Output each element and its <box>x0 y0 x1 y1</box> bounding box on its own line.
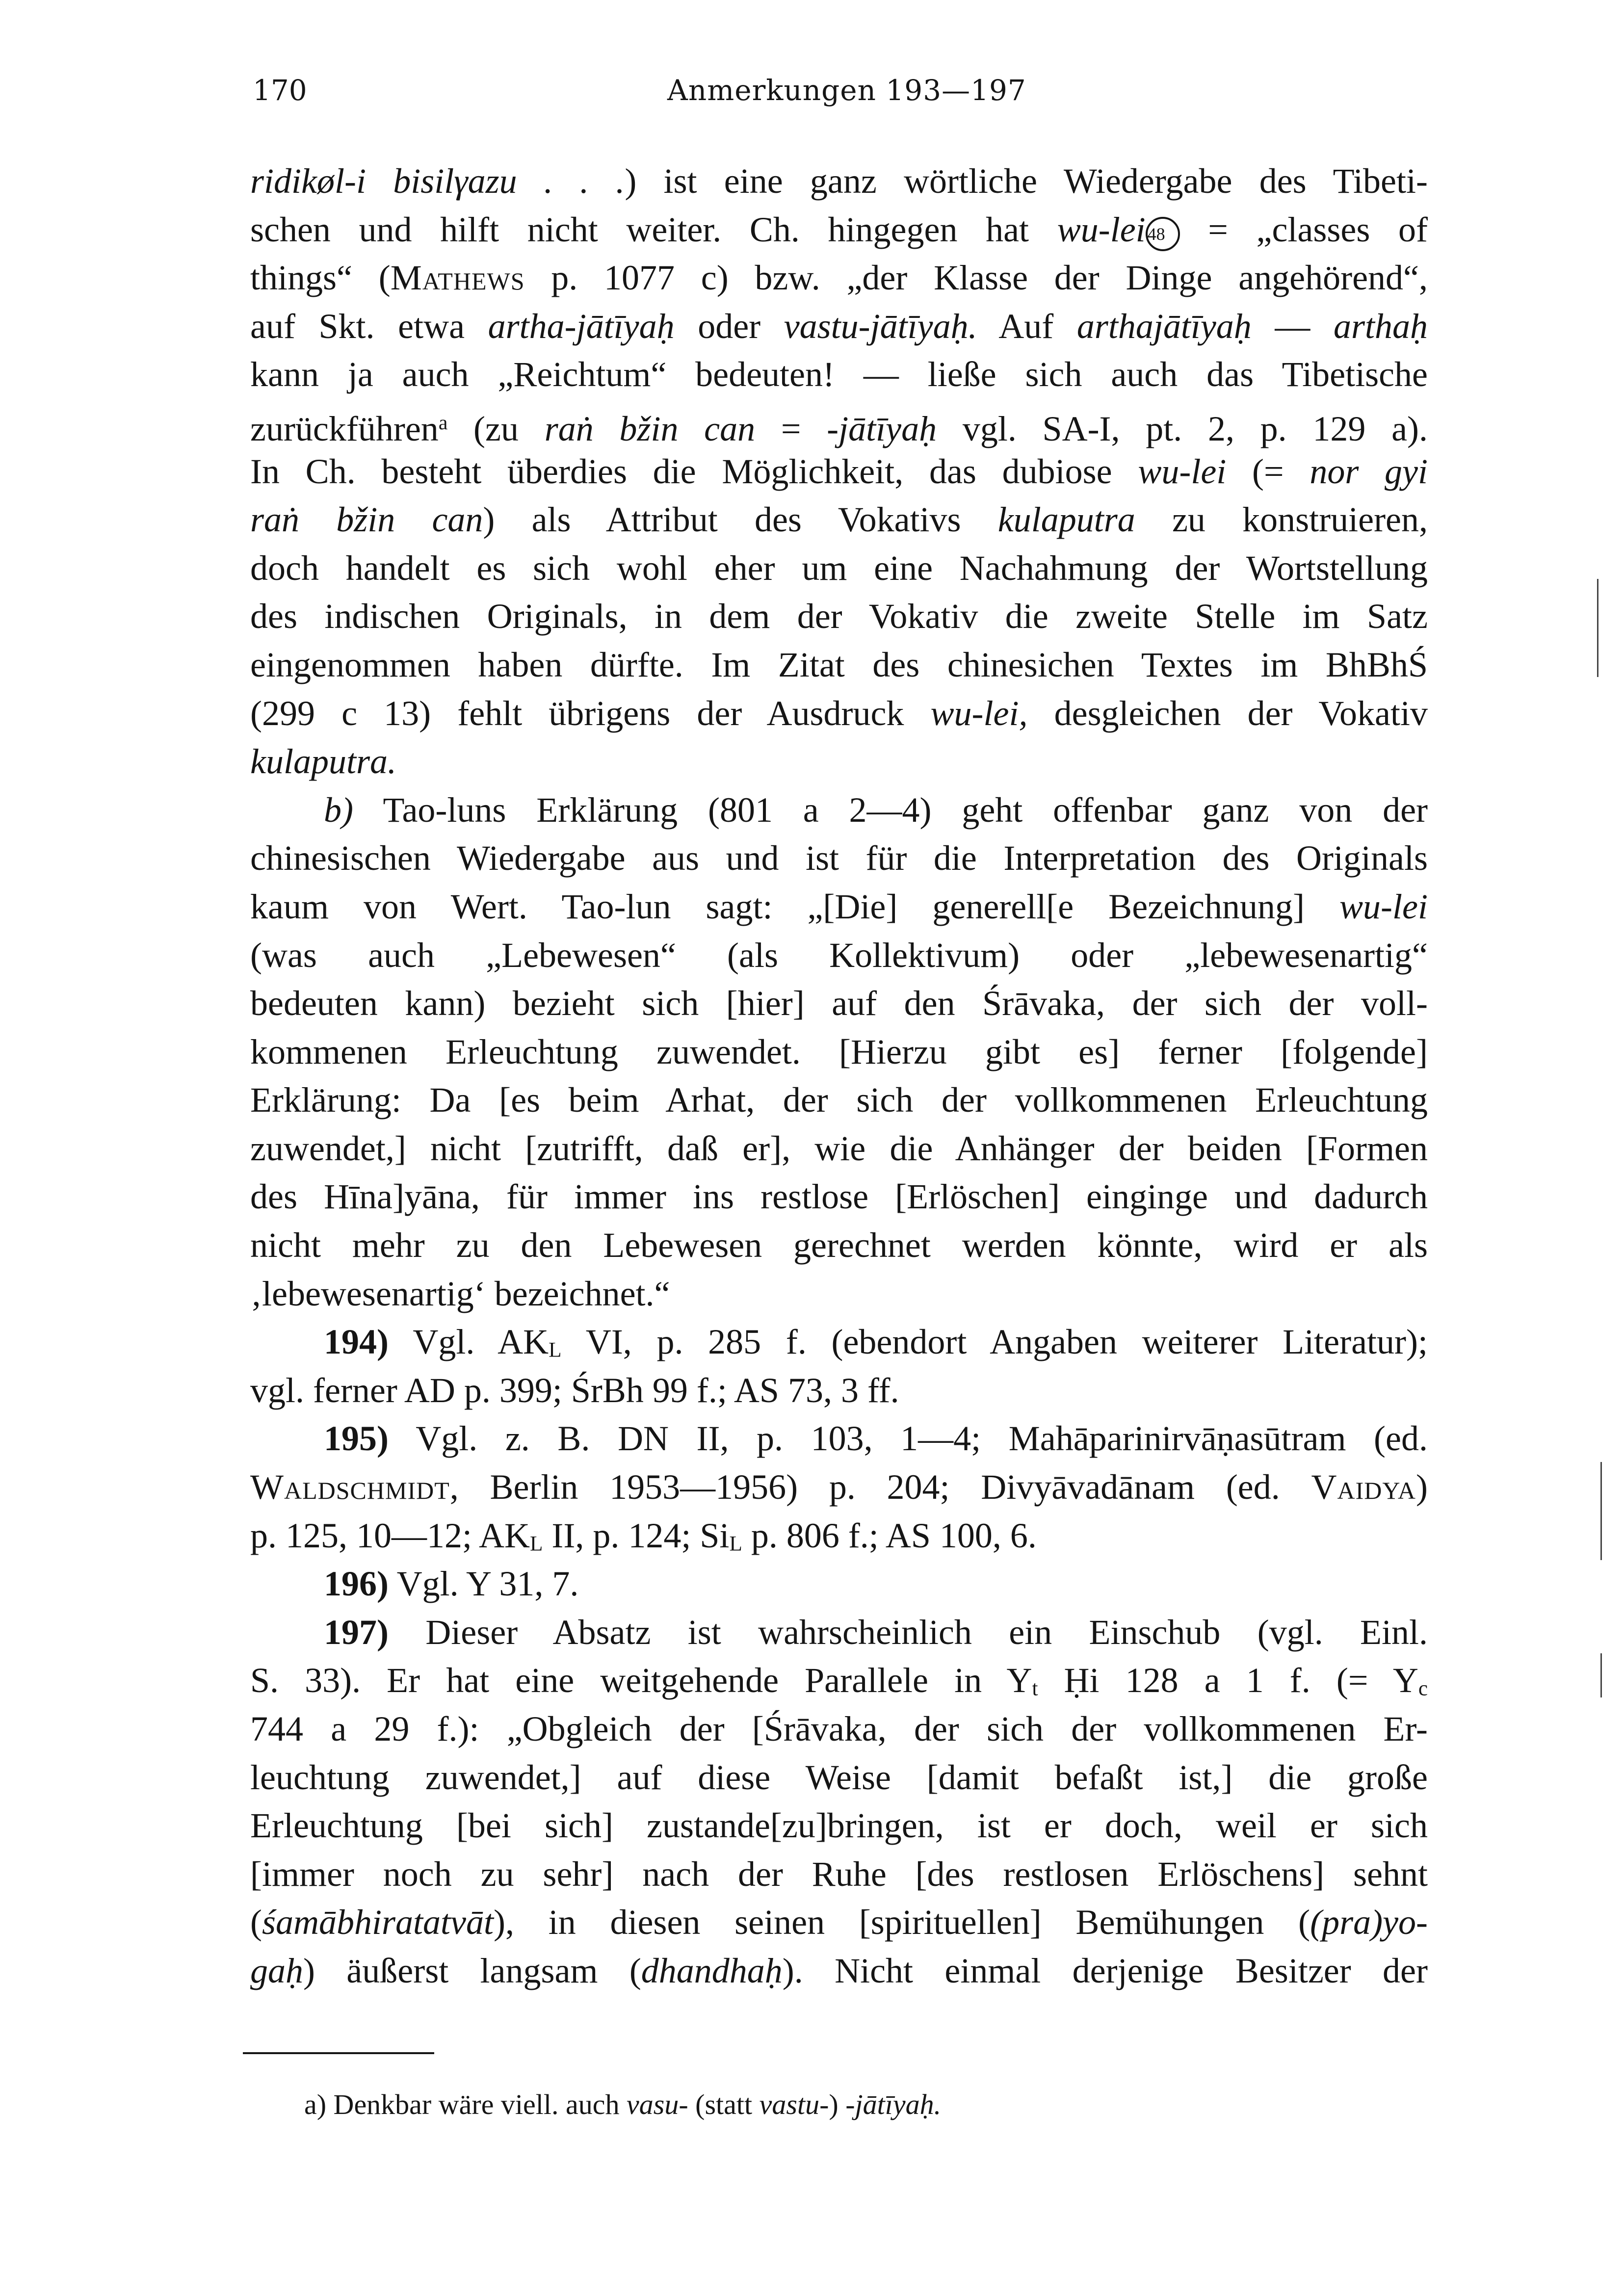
text-run: 48 <box>1146 217 1180 251</box>
text-run: kann ja auch „Reichtum“ bedeuten! — ließe sich auch das Tibetische <box>250 355 1428 394</box>
text-run: kulaputra <box>997 500 1135 540</box>
text-run: Waldschmidt <box>250 1467 450 1507</box>
text-run: zu konstruieren, <box>1135 500 1428 540</box>
text-line <box>250 931 1428 980</box>
text-run: arthaḥ <box>1333 306 1428 346</box>
footnote-rule <box>243 2052 434 2054</box>
text-run: kommenen Erleuchtung zuwendet. [Hierzu gibt es] ferner [folgende] <box>250 1032 1428 1071</box>
text-line <box>250 1463 1428 1512</box>
text-line <box>250 1221 1428 1270</box>
text-run: vastu-jātīyaḥ. <box>784 306 977 346</box>
text-line <box>250 350 1428 399</box>
text-line <box>250 1801 1428 1850</box>
text-run: Vaidya <box>1311 1467 1416 1507</box>
text-run: auf Skt. etwa <box>250 306 488 346</box>
text-run: 196) <box>324 1564 389 1604</box>
text-run: śamābhiratatvāt <box>262 1903 494 1942</box>
text-line <box>250 1318 1428 1366</box>
text-run: Auf <box>977 306 1077 346</box>
text-run: nor gyi <box>1310 451 1428 491</box>
text-run: = „classes of <box>1179 209 1428 249</box>
text-run: b) <box>324 790 353 830</box>
text-line <box>250 254 1428 302</box>
text-line <box>250 1124 1428 1173</box>
text-run: L <box>549 1338 562 1362</box>
text-run: ) oder „lebewesenartig“ <box>1008 935 1428 975</box>
text-run: [immer noch zu sehr] nach der Ruhe [des restlosen Erlöschens] sehnt <box>250 1854 1428 1894</box>
text-run: ‚lebewesenartig‘ bezeichnet.“ <box>250 1274 670 1313</box>
text-run: things“ ( <box>250 258 391 298</box>
text-run: des indischen Originals, in dem der Vokativ die zweite Stelle im Satz <box>250 597 1428 636</box>
text-run: II, p. 124; Si <box>543 1515 730 1555</box>
text-line <box>250 689 1428 738</box>
text-run: bedeuten kann) bezieht sich [hier] auf den Śrāvaka, der sich der voll- <box>250 984 1428 1023</box>
text-run: wu-lei <box>1339 887 1428 926</box>
text-run: leuchtung zuwendet,] auf diese Weise [damit befaßt ist,] die große <box>250 1757 1428 1797</box>
text-run: Ḥi 128 a 1 f. (= Y <box>1038 1661 1418 1700</box>
text-line <box>250 1656 1428 1705</box>
text-run: ) als Attribut des Vokativs <box>483 500 998 540</box>
text-line <box>250 786 1428 835</box>
text-run: ), in diesen seinen [spirituellen] Bemühungen ( <box>494 1903 1310 1942</box>
text-line <box>250 1705 1428 1753</box>
text-run: L <box>729 1532 742 1556</box>
text-run: desgleichen der Vokativ <box>1027 693 1428 733</box>
text-run: = <box>755 409 827 448</box>
text-run: (299 c 13) fehlt übrigens der Ausdruck <box>250 693 931 733</box>
text-run: 194) <box>324 1322 389 1362</box>
text-run: ) äußerst langsam ( <box>303 1951 641 1990</box>
margin-mark <box>1597 579 1598 677</box>
text-line <box>250 1076 1428 1124</box>
text-line <box>250 1850 1428 1899</box>
text-run: c <box>1418 1677 1428 1700</box>
text-line <box>250 1414 1428 1463</box>
text-line <box>250 834 1428 883</box>
text-run: Mathews <box>390 258 525 298</box>
text-run: ). Nicht einmal derjenige Besitzer der <box>782 1951 1428 1990</box>
text-line <box>250 592 1428 641</box>
text-run: raṅ bžin can <box>544 409 756 448</box>
text-line <box>250 883 1428 931</box>
text-run: VI, p. 285 f. (ebendort Angaben weiterer Literatur); <box>561 1322 1428 1362</box>
text-run: Vgl. z. B. DN II, p. 103, 1—4; Mahāparinirvāṇasūtram (ed. <box>388 1419 1428 1459</box>
text-line <box>250 737 1428 786</box>
text-line <box>250 1560 1428 1608</box>
text-run: p. 125, 10—12; AK <box>250 1515 530 1555</box>
text-run: 195) <box>324 1419 389 1459</box>
text-run: vastu- <box>759 2088 829 2120</box>
text-run: doch handelt es sich wohl eher um eine Nachahmung der Wortstellung <box>250 548 1428 588</box>
text-run: t <box>1032 1677 1038 1700</box>
text-run: nicht mehr zu den Lebewesen gerechnet werden könnte, wird er als <box>250 1226 1428 1265</box>
text-line <box>250 302 1428 351</box>
text-run: zurückführen <box>250 409 439 448</box>
text-line <box>250 1173 1428 1221</box>
text-run: S. 33). Er hat eine weitgehende Parallele in Y <box>250 1661 1032 1700</box>
text-run: als Kollektivum <box>739 935 1008 975</box>
text-run: (was auch „Lebewesen“ ( <box>250 935 739 975</box>
page-number: 170 <box>253 74 307 107</box>
page-header <box>245 74 1428 118</box>
text-run: kulaputra. <box>250 742 396 782</box>
text-run: wu-lei, <box>930 693 1028 733</box>
text-line <box>250 641 1428 689</box>
text-run: (statt <box>688 2088 760 2120</box>
text-line <box>250 399 1428 447</box>
text-run: eingenommen haben dürfte. Im Zitat des chinesichen Textes im BhBhŚ <box>250 645 1428 684</box>
text-line <box>250 544 1428 593</box>
text-run: schen und hilft nicht weiter. Ch. hingegen hat <box>250 209 1057 249</box>
text-run: 197) <box>324 1612 389 1652</box>
text-run: , Berlin 1953—1956) p. 204; Divyāvadānam (ed. <box>449 1467 1311 1507</box>
text-line <box>250 1608 1428 1657</box>
text-run: chinesischen Wiedergabe aus und ist für die Interpretation des Originals <box>250 838 1428 878</box>
margin-mark <box>1600 1462 1602 1560</box>
footnote <box>304 2085 941 2124</box>
text-run: p. 806 f.; AS 100, 6. <box>742 1515 1037 1555</box>
text-run: Erleuchtung [bei sich] zustande[zu]bringen, ist er doch, weil er sich <box>250 1806 1428 1846</box>
text-run: ( <box>250 1903 262 1942</box>
text-run: vgl. SA-I, pt. 2, p. 129 a). <box>937 409 1428 448</box>
text-line <box>250 447 1428 496</box>
text-line <box>250 1512 1428 1560</box>
text-run: p. 1077 c) bzw. „der Klasse der Dinge angehörend“, <box>524 258 1428 298</box>
text-run: kaum von Wert. Tao-lun sagt: „[Die] generell[e Bezeichnung] <box>250 887 1340 926</box>
text-run: a) Denkbar wäre viell. auch <box>304 2088 627 2120</box>
text-run: raṅ bžin can <box>250 500 483 540</box>
text-line <box>250 157 1428 206</box>
text-run: oder <box>674 306 784 346</box>
text-run: vgl. ferner AD p. 399; ŚrBh 99 f.; AS 73, 3 ff. <box>250 1370 899 1410</box>
text-run: Tao-luns Erklärung (801 a 2—4) geht offenbar ganz von der <box>353 790 1428 830</box>
text-line <box>250 1898 1428 1947</box>
text-run: Vgl. AK <box>388 1322 549 1362</box>
text-run: wu-lei <box>1138 451 1227 491</box>
text-run: L <box>530 1532 543 1556</box>
text-run: In Ch. besteht überdies die Möglichkeit, das dubiose <box>250 451 1138 491</box>
text-run: — <box>1251 306 1334 346</box>
text-run: ) ist eine ganz wörtliche Wiedergabe des Tibeti- <box>625 161 1428 201</box>
text-line <box>250 979 1428 1028</box>
text-line <box>250 496 1428 544</box>
margin-mark <box>1600 1653 1602 1697</box>
running-title: Anmerkungen 193—197 <box>667 74 1026 107</box>
text-run: zuwendet,] nicht [zutrifft, daß er], wie die Anhänger der beiden [Formen <box>250 1128 1428 1168</box>
text-run: wu-lei <box>1057 209 1146 249</box>
text-line <box>250 1028 1428 1076</box>
text-run: ) <box>829 2088 846 2120</box>
text-run: (zu <box>447 409 545 448</box>
text-run: artha-jātīyaḥ <box>488 306 675 346</box>
text-line <box>250 1366 1428 1415</box>
text-run: dhandhaḥ <box>641 1951 783 1990</box>
text-run: des Hīna]yāna, für immer ins restlose [Erlöschen] einginge und dadurch <box>250 1177 1428 1217</box>
text-line <box>250 1753 1428 1802</box>
text-line <box>250 206 1428 254</box>
text-run: Dieser Absatz ist wahrscheinlich ein Einschub (vgl. Einl. <box>388 1612 1428 1652</box>
text-run: ) <box>1416 1467 1428 1507</box>
text-run: a <box>438 411 448 434</box>
text-run: ridikøl-i bisilγazu . . . <box>250 161 625 201</box>
text-run: -jātīyaḥ. <box>845 2088 942 2120</box>
text-run: (pra)yo- <box>1310 1903 1428 1942</box>
text-run: (= <box>1226 451 1310 491</box>
text-run: arthajātīyaḥ <box>1076 306 1252 346</box>
text-run: -jātīyaḥ <box>827 409 937 448</box>
text-run: Erklärung: Da [es beim Arhat, der sich der vollkommenen Erleuchtung <box>250 1080 1428 1120</box>
text-run: gaḥ <box>250 1951 303 1990</box>
text-line <box>250 1270 1428 1318</box>
body-text <box>250 157 1428 1995</box>
text-line <box>250 1947 1428 1995</box>
text-run: 744 a 29 f.): „Obgleich der [Śrāvaka, der sich der vollkommenen Er- <box>250 1709 1428 1748</box>
text-run: vasu- <box>627 2088 688 2120</box>
text-run: Vgl. Y 31, 7. <box>388 1564 579 1604</box>
